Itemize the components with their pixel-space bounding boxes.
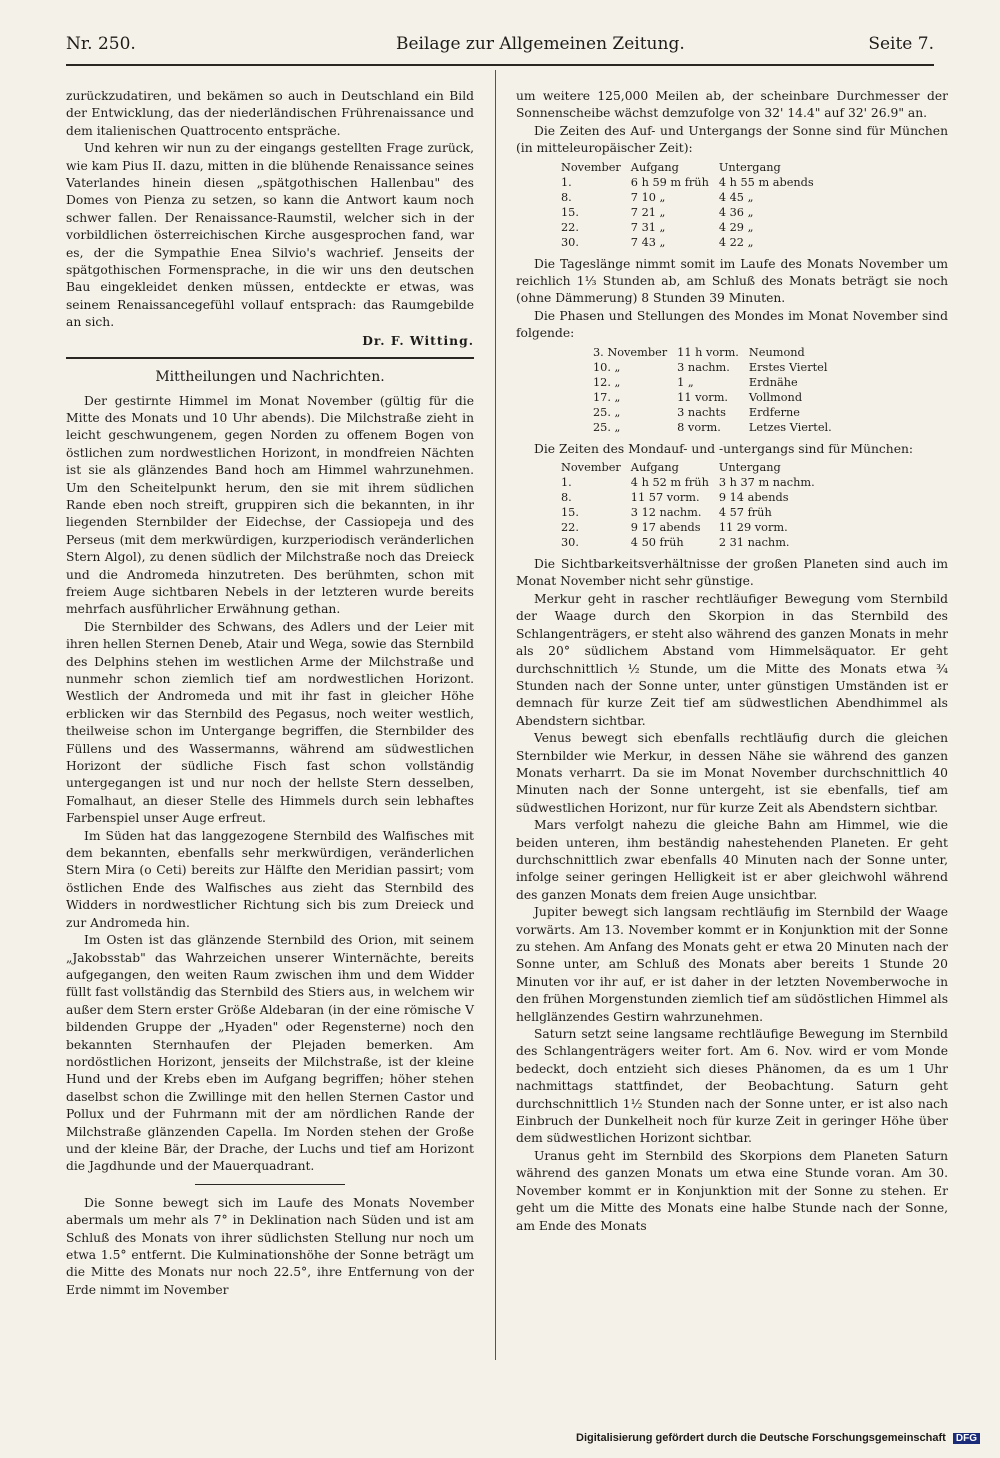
table-cell: Letzes Viertel. (748, 420, 832, 434)
table-cell: 7 10 „ (630, 190, 666, 204)
table-cell: 8. (561, 491, 572, 505)
table-row (556, 535, 820, 550)
digitization-credit (560, 1432, 980, 1452)
section-title: Mittheilungen und Nachrichten. (155, 369, 385, 386)
table-row (588, 420, 837, 435)
table-row (556, 520, 820, 535)
table-cell: 30. (561, 235, 579, 249)
table-cell: 4 50 früh (630, 536, 684, 550)
sun-times-table (556, 160, 819, 250)
table-row (588, 405, 837, 420)
table-cell: 1 „ (677, 375, 694, 389)
table-row (556, 220, 819, 235)
table-row (556, 205, 819, 220)
table-row (556, 175, 819, 190)
table-cell: 11 vorm. (677, 390, 729, 404)
moon-times-table (556, 460, 820, 550)
paragraph: zurückzudatiren, und bekämen so auch in Deutschland ein Bild der Entwicklung, das der niederländischen Frührenaissance und dem italienischen Quattrocento entspräche. (66, 89, 474, 138)
paragraph: Der gestirnte Himmel im Monat November (gültig für die Mitte des Monats und 10 Uhr abends). Die Milchstraße zieht in leicht geschwungenem, gegen Norden zu offenem Bogen von östlichen zum nordwestlichen Horizont, in mondfreien Nächten ist sie als glänzendes Band hoch am Himmel wahrzunehmen. Um den Scheitelpunkt herum, den sie mit ihrem südlichen Rande eben noch streift, gruppiren sich die bekannten, in ihr liegenden Sternbilder der Eidechse, der Cassiopeja und des Perseus (mit dem merkwürdigen, kurzperiodisch veränderlichen Stern Algol), zu denen südlich der Milchstraße noch das Dreieck und die Andromeda hinzutreten. Des berühmten, schon mit freiem Auge sichtbaren Nebels in der letzteren wurde bereits mehrfach ausführlicher Erwähnung gethan. (66, 393, 474, 617)
table-cell: 2 31 nachm. (718, 536, 790, 550)
short-rule (195, 1184, 345, 1185)
table-cell: 4 36 „ (718, 205, 754, 219)
page-header (66, 34, 934, 60)
paragraph: Die Zeiten des Mondauf- und -untergangs sind für München: (534, 441, 914, 456)
table-cell: 1. (561, 476, 572, 490)
column-divider (495, 70, 496, 1360)
table-cell: 11 h vorm. (677, 345, 739, 359)
table-cell: 1. (561, 175, 572, 189)
paragraph: Die Phasen und Stellungen des Mondes im Monat November sind folgende: (516, 308, 948, 341)
table-cell: 22. (561, 220, 579, 234)
table-header-row (556, 160, 819, 175)
paragraph: Merkur geht in rascher rechtläufiger Bewegung vom Sternbild der Waage durch den Skorpion in das Sternbild des Schlangenträgers, er steht also während des ganzen Monats in mehr als 20° südlichem Abstand vom Himmelsäquator. Er geht durchschnittlich ½ Stunde, um die Mitte des Monats etwa ¾ Stunden nach der Sonne unter, unter günstigen Umständen ist er demnach für kurze Zeit tief am südwestlichen Abendhimmel als Abendstern sichtbar. (516, 591, 948, 728)
table-cell: 9 14 abends (718, 491, 789, 505)
table-cell: 4 h 52 m früh (630, 476, 709, 490)
table-header-row (556, 460, 820, 475)
table-header: Untergang (718, 160, 781, 174)
paragraph: Saturn setzt seine langsame rechtläufige Bewegung im Sternbild des Schlangenträgers weiter fort. Am 6. Nov. wird er vom Monde bedeckt, doch entzieht sich dieses Phänomen, da es um 1 Uhr nachmittags stattfindet, der Beobachtung. Saturn geht durchschnittlich 1½ Stunden nach der Sonne unter, er ist also nach Einbruch der Dunkelheit noch für kurze Zeit in geringer Höhe über dem südwestlichen Horizont sichtbar. (516, 1027, 948, 1146)
page-number: Seite 7. (868, 34, 934, 54)
table-cell: Erdferne (748, 405, 800, 419)
paragraph: Jupiter bewegt sich langsam rechtläufig im Sternbild der Waage vorwärts. Am 13. November kommt er in Konjunktion mit der Sonne zu stehen. Am Anfang des Monats geht er etwa 20 Minuten nach der Sonne unter, am Schluß des Monats aber bereits 1 Stunde 20 Minuten vor ihr auf, er ist daher in der letzten Novemberwoche in den frühen Morgenstunden ziemlich tief am südöstlichen Himmel als hellglänzendes Gestirn wahrzunehmen. (516, 905, 949, 1024)
table-row (556, 190, 819, 205)
table-cell: 3 h 37 m nachm. (718, 476, 815, 490)
table-cell: Erdnähe (748, 375, 798, 389)
paragraph: um weitere 125,000 Meilen ab, der scheinbare Durchmesser der Sonnenscheibe wächst demzufolge von 32' 14.4" auf 32' 26.9" an. (516, 89, 948, 121)
table-cell: 3 nachts (677, 405, 726, 419)
left-column (66, 88, 474, 1338)
table-row (588, 375, 837, 390)
paragraph: Die Sichtbarkeitsverhältnisse der großen Planeten sind auch im Monat November nicht sehr günstige. (516, 557, 948, 589)
table-cell: 25. „ (593, 405, 621, 419)
table-header: November (561, 461, 621, 475)
table-cell: 7 31 „ (630, 220, 666, 234)
paragraph: Die Zeiten des Auf- und Untergangs der Sonne sind für München (in mitteleuropäischer Zeit): (516, 123, 948, 156)
table-row (588, 345, 837, 360)
section-rule (66, 357, 474, 359)
table-header: November (561, 160, 621, 174)
table-cell: 3. November (593, 345, 668, 359)
table-header: Aufgang (630, 461, 679, 475)
table-row (556, 475, 820, 490)
table-cell: 4 22 „ (718, 235, 754, 249)
table-cell: 10. „ (593, 360, 621, 374)
table-cell: 3 nachm. (677, 360, 730, 374)
paragraph: Die Tageslänge nimmt somit im Laufe des Monats November um reichlich 1⅓ Stunden ab, am Schluß des Monats beträgt sie noch (ohne Dämmerung) 8 Stunden 39 Minuten. (516, 256, 948, 306)
paragraph: Uranus geht im Sternbild des Skorpions dem Planeten Saturn während des ganzen Monats um etwa eine Stunde voran. Am 30. November kommt er in Konjunktion mit der Sonne zu stehen. Er geht um die Mitte des Monats eine halbe Stunde nach der Sonne, am Ende des Monats (516, 1148, 948, 1233)
table-cell: 8. (561, 190, 572, 204)
table-cell: 12. „ (593, 375, 621, 389)
table-cell: Neumond (748, 345, 805, 359)
newspaper-title: Beilage zur Allgemeinen Zeitung. (396, 34, 685, 54)
table-cell: 8 vorm. (677, 420, 721, 434)
right-column (516, 88, 948, 1388)
table-cell: 11 57 vorm. (630, 491, 700, 505)
credit-text: Digitalisierung gefördert durch die Deutsche Forschungsgemeinschaft (576, 1432, 946, 1444)
table-cell: 4 45 „ (718, 190, 754, 204)
table-row (588, 390, 837, 405)
paragraph: Mars verfolgt nahezu die gleiche Bahn am Himmel, wie die beiden unteren, ihm beständig nahestehenden Planeten. Er geht durchschnittlich zwar ebenfalls 40 Minuten nach der Sonne unter, infolge seiner geringen Helligkeit ist er aber gleichwohl während des ganzen Monats dem freien Auge unsichtbar. (516, 818, 948, 902)
table-cell: 25. „ (593, 420, 621, 434)
table-cell: Vollmond (748, 390, 803, 404)
paragraph: Venus bewegt sich ebenfalls rechtläufig durch die gleichen Sternbilder wie Merkur, in dessen Nähe sie während des ganzen Monats verharrt. Da sie im Monat November durchschnittlich 40 Minuten nach der Sonne untergeht, ist sie ebenfalls, tief am südwestlichen Horizont, nur für kurze Zeit als Abendstern sichtbar. (516, 731, 948, 815)
table-cell: 4 h 55 m abends (718, 175, 814, 189)
table-cell: Erstes Viertel (748, 360, 828, 374)
table-cell: 3 12 nachm. (630, 506, 702, 520)
table-row (556, 490, 820, 505)
header-rule (66, 64, 934, 66)
table-row (588, 360, 837, 375)
table-row (556, 235, 819, 250)
table-cell: 7 43 „ (630, 235, 666, 249)
paragraph: Die Sternbilder des Schwans, des Adlers und der Leier mit ihren hellen Sternen Deneb, Atair und Wega, sowie das Sternbild des Delphins stehen im westlichen Arme der Milchstraße und nunmehr schon ziemlich tief am nordwestlichen Horizont. Westlich der Andromeda und mit ihr fast in gleicher Höhe erblicken wir das Sternbild des Pegasus, noch weiter westlich, theilweise schon im Untergange begriffen, die Sternbilder des Füllens und des Wassermanns, während am südwestlichen Horizont der südliche Fisch fast schon vollständig untergegangen ist und nur noch der hellste Stern desselben, Fomalhaut, an dieser Stelle des Himmels durch sein lebhaftes Farbenspiel unser Auge erfreut. (66, 619, 474, 826)
table-cell: 15. (561, 205, 579, 219)
table-header: Aufgang (630, 160, 679, 174)
paragraph: Und kehren wir nun zu der eingangs gestellten Frage zurück, wie kam Pius II. dazu, mitten in die blühende Renaissance seines Vaterlandes hinein diesen „spätgothischen Hallenbau" des Domes von Pienza zu setzen, so kann die Antwort kaum noch schwer fallen. Der Renaissance-Raumstil, welcher sich in der vorbildlichen österreichischen Kirche ausgesprochen fand, war es, der die Sympathie Enea Silvio's wachrief. Jenseits der spätgothischen Formensprache, in die wir uns den deutschen Bau eingekleidet denken müssen, entdeckte er etwas, was seinem Renaissancegefühl vollauf entsprach: das Raumgebilde an sich. (66, 141, 474, 330)
signature: Dr. F. Witting. (362, 332, 474, 348)
table-cell: 4 29 „ (718, 220, 754, 234)
paragraph: Im Süden hat das langgezogene Sternbild des Walfisches mit dem bekannten, ebenfalls sehr merkwürdigen, veränderlichen Stern Mira (o Ceti) bereits zur Hälfte den Meridian passirt; vom östlichen Ende des Walfisches aus zieht das Sternbild des Widders in nordwestlicher Richtung sich bis zum Dreieck und zur Andromeda hin. (66, 828, 474, 930)
table-cell: 6 h 59 m früh (630, 175, 709, 189)
dfg-logo: DFG (953, 1433, 980, 1444)
table-cell: 17. „ (593, 390, 621, 404)
issue-number: Nr. 250. (66, 34, 136, 54)
paragraph: Im Osten ist das glänzende Sternbild des Orion, mit seinem „Jakobsstab" das Wahrzeichen unserer Winternächte, bereits aufgegangen, den weiten Raum zwischen ihm und dem Widder füllt fast vollständig das Sternbild des Stiers aus, in welchem wir außer dem Stern erster Größe Aldebaran (in der eine römische V bildenden Gruppe der „Hyaden" oder Regensterne) noch den bekannten Sternhaufen der Plejaden bemerken. Am nordöstlichen Horizont, jenseits der Milchstraße, ist der kleine Hund und der Krebs eben im Aufgang begriffen; höher stehen daselbst schon die Zwillinge mit den hellen Sternen Castor und Pollux und der Fuhrmann mit der am nördlichen Rande der Milchstraße glänzenden Capella. Im Norden stehen der Große und der kleine Bär, der Drache, der Luchs und tief am Horizont die Jagdhunde und der Mauerquadrant. (66, 933, 474, 1174)
table-cell: 7 21 „ (630, 205, 666, 219)
table-cell: 30. (561, 536, 579, 550)
moon-phases-table (588, 345, 837, 435)
table-cell: 15. (561, 506, 579, 520)
paragraph: Die Sonne bewegt sich im Laufe des Monats November abermals um mehr als 7° in Deklination nach Süden und ist am Schluß des Monats von ihrer südlichsten Stellung nur noch um etwa 1.5° entfernt. Die Kulminationshöhe der Sonne beträgt um die Mitte des Monats nur noch 22.5°, ihre Entfernung von der Erde nimmt im November (66, 1195, 474, 1297)
table-cell: 22. (561, 521, 579, 535)
table-header: Untergang (718, 461, 781, 475)
table-row (556, 505, 820, 520)
table-cell: 11 29 vorm. (718, 521, 788, 535)
table-cell: 4 57 früh (718, 506, 772, 520)
table-cell: 9 17 abends (630, 521, 701, 535)
